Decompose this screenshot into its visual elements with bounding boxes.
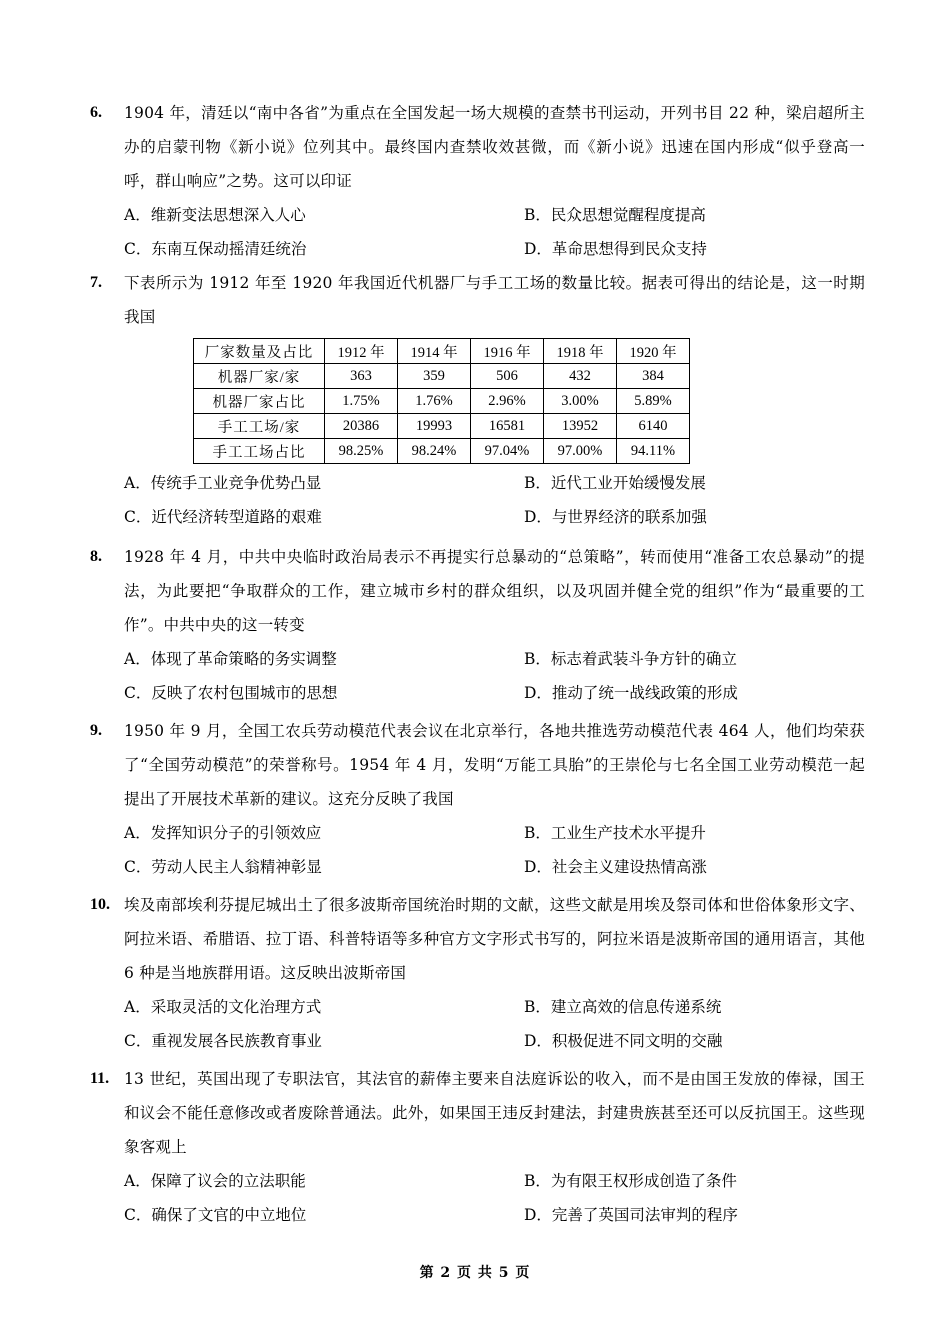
table-cell: 363 <box>325 364 398 389</box>
options <box>124 990 865 1058</box>
question-number: 10. <box>90 896 110 913</box>
option-b: B．建立高效的信息传递系统 <box>524 998 722 1016</box>
option-a: A．维新变法思想深入人心 <box>124 206 306 224</box>
option-c: C．东南互保动摇清廷统治 <box>124 240 307 258</box>
options <box>124 198 865 266</box>
table-cell: 16581 <box>471 414 544 439</box>
table-cell: 98.24% <box>398 439 471 464</box>
option-a: A．保障了议会的立法职能 <box>124 1172 306 1190</box>
options <box>124 1164 865 1232</box>
options <box>124 466 865 534</box>
question-stem: 13 世纪，英国出现了专职法官，其法官的薪俸主要来自法庭诉讼的收入，而不是由国王发放的俸禄，国王和议会不能任意修改或者废除普通法。此外，如果国王违反封建法，封建贵族甚至还可以反抗国王。这些现象客观上 <box>124 1070 865 1156</box>
table-cell: 94.11% <box>617 439 690 464</box>
question-stem: 1928 年 4 月，中共中央临时政治局表示不再提实行总暴动的“总策略”，转而使用“准备工农总暴动”的提法，为此要把“争取群众的工作，建立城市乡村的群众组织，以及巩固并健全党的组织”作为“最重要的工作”。中共中央的这一转变 <box>124 548 865 634</box>
table-header-cell: 1912 年 <box>325 339 398 364</box>
table-cell: 5.89% <box>617 389 690 414</box>
option-d: D．社会主义建设热情高涨 <box>524 858 707 876</box>
table-cell: 98.25% <box>325 439 398 464</box>
option-d: D．完善了英国司法审判的程序 <box>524 1206 738 1224</box>
table-cell: 432 <box>544 364 617 389</box>
table-cell: 506 <box>471 364 544 389</box>
table-cell: 3.00% <box>544 389 617 414</box>
table-row <box>194 364 690 389</box>
option-c: C．近代经济转型道路的艰难 <box>124 508 322 526</box>
option-d: D．积极促进不同文明的交融 <box>524 1032 723 1050</box>
question-8 <box>90 540 865 710</box>
table-cell: 97.00% <box>544 439 617 464</box>
table-header-cell: 1914 年 <box>398 339 471 364</box>
option-c: C．重视发展各民族教育事业 <box>124 1032 322 1050</box>
table-header-row <box>194 339 690 364</box>
table-cell: 13952 <box>544 414 617 439</box>
table-cell: 97.04% <box>471 439 544 464</box>
options <box>124 642 865 710</box>
table-header-cell: 厂家数量及占比 <box>194 339 325 364</box>
table-cell: 20386 <box>325 414 398 439</box>
table-cell: 1.75% <box>325 389 398 414</box>
table-cell: 2.96% <box>471 389 544 414</box>
option-d: D．与世界经济的联系加强 <box>524 508 707 526</box>
table-header-cell: 1920 年 <box>617 339 690 364</box>
options <box>124 816 865 884</box>
table-cell: 384 <box>617 364 690 389</box>
table-cell: 手工工场占比 <box>194 439 325 464</box>
table-header-cell: 1918 年 <box>544 339 617 364</box>
table-cell: 19993 <box>398 414 471 439</box>
table-row <box>194 439 690 464</box>
table-cell: 359 <box>398 364 471 389</box>
table-header-cell: 1916 年 <box>471 339 544 364</box>
option-c: C．反映了农村包围城市的思想 <box>124 684 338 702</box>
option-c: C．确保了文官的中立地位 <box>124 1206 307 1224</box>
option-a: A．发挥知识分子的引领效应 <box>124 824 322 842</box>
option-a: A．采取灵活的文化治理方式 <box>124 998 322 1016</box>
question-stem: 1950 年 9 月，全国工农兵劳动模范代表会议在北京举行，各地共推选劳动模范代表 464 人，他们均荣获了“全国劳动模范”的荣誉称号。1954 年 4 月，发明“万能工具胎”的王崇伦与七名全国工业劳动模范一起提出了开展技术革新的建议。这充分反映了我国 <box>124 722 865 808</box>
question-number: 7. <box>90 274 102 291</box>
question-stem: 下表所示为 1912 年至 1920 年我国近代机器厂与手工工场的数量比较。据表可得出的结论是，这一时期我国 <box>124 274 865 326</box>
question-stem: 埃及南部埃利芬提尼城出土了很多波斯帝国统治时期的文献，这些文献是用埃及祭司体和世俗体象形文字、阿拉米语、希腊语、拉丁语、科普特语等多种官方文字形式书写的，阿拉米语是波斯帝国的通用语言，其他 6 种是当地族群用语。这反映出波斯帝国 <box>124 896 865 982</box>
option-c: C．劳动人民主人翁精神彰显 <box>124 858 322 876</box>
option-a: A．传统手工业竞争优势凸显 <box>124 474 322 492</box>
factory-table <box>193 338 690 464</box>
table-row <box>194 389 690 414</box>
table-cell: 1.76% <box>398 389 471 414</box>
table-cell: 6140 <box>617 414 690 439</box>
question-6 <box>90 96 865 266</box>
question-10 <box>90 888 865 1058</box>
question-stem: 1904 年，清廷以“南中各省”为重点在全国发起一场大规模的查禁书刊运动，开列书目 22 种，梁启超所主办的启蒙刊物《新小说》位列其中。最终国内查禁收效甚微，而《新小说》迅速在国内形成“似乎登高一呼，群山响应”之势。这可以印证 <box>124 104 865 190</box>
question-number: 9. <box>90 722 102 739</box>
option-d: D．革命思想得到民众支持 <box>524 240 707 258</box>
option-b: B．近代工业开始缓慢发展 <box>524 474 706 492</box>
table-cell: 手工工场/家 <box>194 414 325 439</box>
option-b: B．标志着武装斗争方针的确立 <box>524 650 737 668</box>
option-b: B．为有限王权形成创造了条件 <box>524 1172 737 1190</box>
table-cell: 机器厂家/家 <box>194 364 325 389</box>
option-a: A．体现了革命策略的务实调整 <box>124 650 337 668</box>
question-number: 8. <box>90 548 102 565</box>
table-row <box>194 414 690 439</box>
option-b: B．工业生产技术水平提升 <box>524 824 706 842</box>
table-cell: 机器厂家占比 <box>194 389 325 414</box>
question-7 <box>90 266 865 534</box>
page-footer: 第 2 页 共 5 页 <box>419 1265 531 1281</box>
question-9 <box>90 714 865 884</box>
option-b: B．民众思想觉醒程度提高 <box>524 206 706 224</box>
question-number: 11. <box>90 1070 110 1087</box>
option-d: D．推动了统一战线政策的形成 <box>524 684 738 702</box>
question-11 <box>90 1062 865 1232</box>
question-number: 6. <box>90 104 102 121</box>
